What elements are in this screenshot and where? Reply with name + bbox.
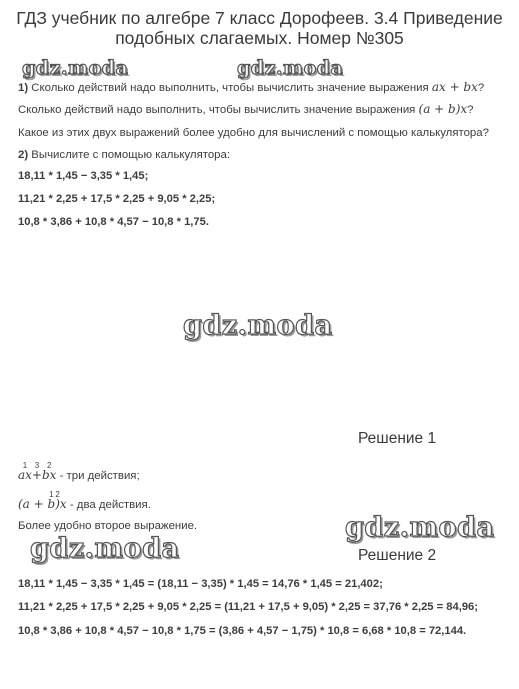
action-number: 1 <box>22 461 28 470</box>
action-number: 2 <box>46 461 52 470</box>
question-2 <box>18 102 474 117</box>
math-operator <box>31 461 42 482</box>
part-text: Вычислите с помощью калькулятора: <box>28 149 231 161</box>
watermark-logo: gdz.moda <box>30 533 180 564</box>
question-text: Сколько действий надо выполнить, чтобы вычислить значение выражения <box>28 82 432 94</box>
math-part: (a + <box>18 497 48 511</box>
task-expression-3: 10,8 * 3,86 + 10,8 * 4,57 − 10,8 * 1,75. <box>18 216 209 228</box>
part-number: 2) <box>18 149 29 161</box>
action-number: 2 <box>55 490 60 499</box>
term-text: bx <box>41 468 57 482</box>
task-expression-1: 18,11 * 1,45 − 3,35 * 1,45; <box>18 170 149 182</box>
math-expression: (a + b)x <box>418 102 468 116</box>
title-line-1: ГДЗ учебник по алгебре 7 класс Дорофеев. 3.4 Приведение <box>16 8 503 28</box>
watermark-logo: gdz.moda <box>345 512 495 543</box>
question-number: 1) <box>18 82 29 94</box>
page-title <box>10 8 509 48</box>
term-text: ) <box>55 497 60 511</box>
question-1 <box>18 80 484 95</box>
math-expression: ax + bx <box>431 80 478 94</box>
solution-1-line-1 <box>18 461 140 483</box>
action-number: 1 <box>49 490 54 499</box>
solution-1-conclusion: Более удобно второе выражение. <box>18 520 198 532</box>
watermark-logo: gdz.moda <box>183 310 333 341</box>
solution-1-line-2 <box>18 490 151 512</box>
math-term <box>18 461 32 482</box>
solution-text: - три действия; <box>56 470 140 482</box>
question-mark: ? <box>477 82 485 94</box>
term-text: ax <box>18 468 32 482</box>
solution-2-heading: Решение 2 <box>358 547 437 564</box>
watermark-logo: gdz.moda <box>237 57 344 79</box>
part-2-heading <box>18 148 230 162</box>
action-number: 3 <box>34 461 40 470</box>
math-part: x <box>59 497 67 511</box>
solution-2-line-3: 10,8 * 3,86 + 10,8 * 4,57 − 10,8 * 1,75 = (3,86 + 4,57 − 1,75) * 10,8 = 6,68 * 10,8 = 72,144. <box>18 625 467 637</box>
solution-1-heading: Решение 1 <box>358 430 437 447</box>
task-expression-2: 11,21 * 2,25 + 17,5 * 2,25 + 9,05 * 2,25; <box>18 193 216 205</box>
operator-text: + <box>31 468 42 482</box>
solution-text: - два действия. <box>66 499 151 511</box>
question-mark: ? <box>467 104 474 116</box>
watermark-logo: gdz.moda <box>22 57 129 79</box>
solution-2-line-1: 18,11 * 1,45 − 3,35 * 1,45 = (18,11 − 3,35) * 1,45 = 14,76 * 1,45 = 21,402; <box>18 578 383 590</box>
question-text: Сколько действий надо выполнить, чтобы вычислить значение выражения <box>18 104 419 116</box>
math-term <box>55 490 60 511</box>
term-text: b <box>47 497 56 511</box>
question-3: Какое из этих двух выражений более удобно для вычислений с помощью калькулятора? <box>18 127 489 139</box>
math-term <box>41 461 57 482</box>
title-line-2: подобных слагаемых. Номер №305 <box>115 28 404 48</box>
solution-2-line-2: 11,21 * 2,25 + 17,5 * 2,25 + 9,05 * 2,25 = (11,21 + 17,5 + 9,05) * 2,25 = 37,76 * 2,25 = 84,96; <box>18 601 478 613</box>
